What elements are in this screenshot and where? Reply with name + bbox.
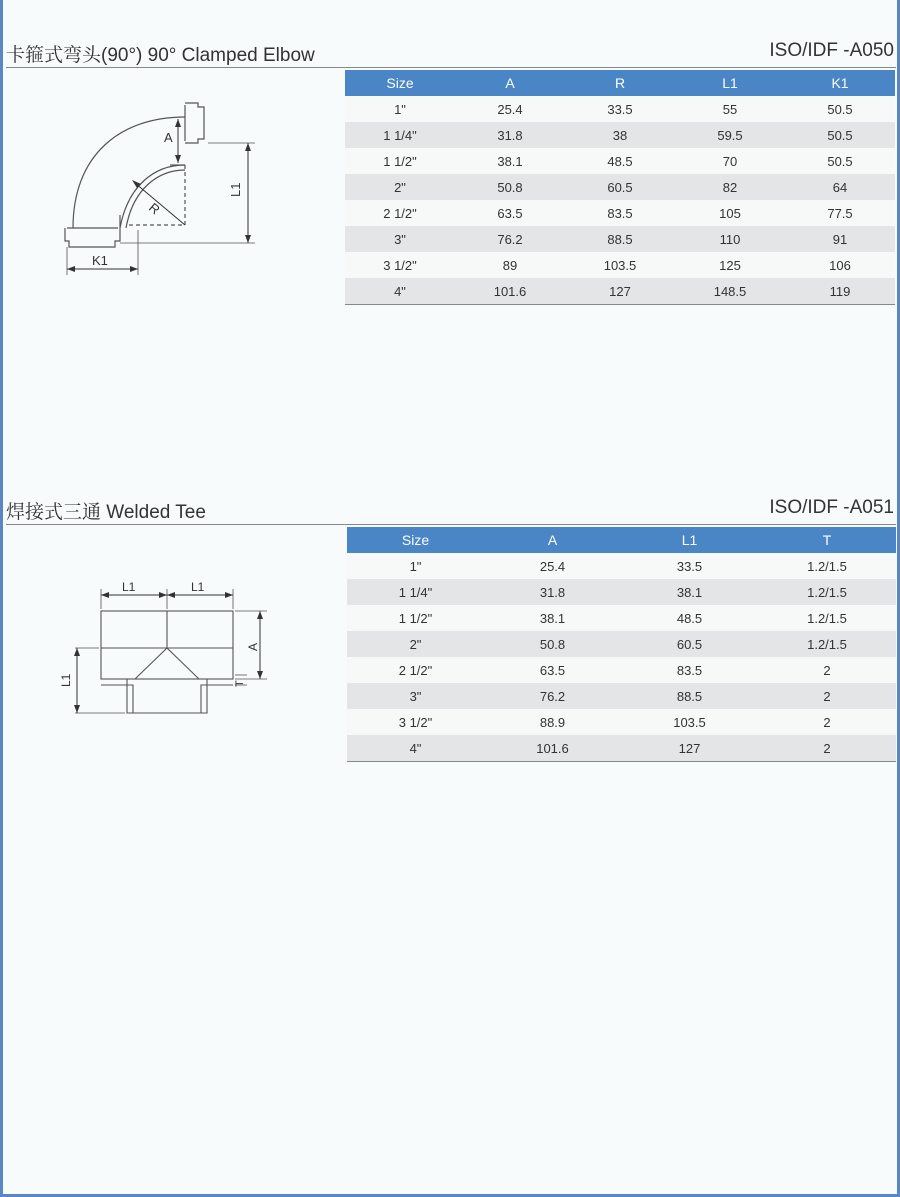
cell: 88.5: [565, 226, 675, 252]
cell: 38.1: [484, 605, 621, 631]
section-title: 焊接式三通 Welded Tee: [6, 502, 206, 523]
cell: 101.6: [484, 735, 621, 762]
cell: 70: [675, 148, 785, 174]
cell: 48.5: [621, 605, 758, 631]
table-row: [345, 200, 895, 226]
table-row: [347, 631, 896, 657]
col-header-size: Size: [345, 70, 455, 96]
table-row: [347, 657, 896, 683]
cell: 3 1/2": [347, 709, 484, 735]
cell: 2": [345, 174, 455, 200]
cell: 38: [565, 122, 675, 148]
cell: 2 1/2": [345, 200, 455, 226]
cell: 2: [758, 709, 896, 735]
table-row: [347, 579, 896, 605]
col-header-a: A: [484, 527, 621, 553]
table-row: [347, 683, 896, 709]
cell: 25.4: [484, 553, 621, 579]
a-label: A: [164, 130, 173, 145]
cell: 50.5: [785, 148, 895, 174]
cell: 50.5: [785, 122, 895, 148]
cell: 33.5: [565, 96, 675, 122]
cell: 88.9: [484, 709, 621, 735]
table-row: [347, 709, 896, 735]
cell: 82: [675, 174, 785, 200]
cell: 38.1: [621, 579, 758, 605]
l1-label: L1: [228, 182, 243, 197]
table-header-row: [345, 70, 895, 96]
cell: 106: [785, 252, 895, 278]
cell: 31.8: [484, 579, 621, 605]
cell: 2: [758, 735, 896, 762]
cell: 103.5: [565, 252, 675, 278]
cell: 50.8: [455, 174, 565, 200]
t-label: T: [234, 680, 246, 687]
col-header-size: Size: [347, 527, 484, 553]
cell: 2: [758, 683, 896, 709]
cell: 63.5: [484, 657, 621, 683]
cell: 4": [345, 278, 455, 305]
cell: 2 1/2": [347, 657, 484, 683]
cell: 1.2/1.5: [758, 579, 896, 605]
title-divider: [6, 524, 896, 525]
cell: 1 1/2": [345, 148, 455, 174]
cell: 2": [347, 631, 484, 657]
cell: 1": [347, 553, 484, 579]
r-label: R: [146, 199, 163, 218]
cell: 60.5: [565, 174, 675, 200]
cell: 1.2/1.5: [758, 631, 896, 657]
cell: 2: [758, 657, 896, 683]
cell: 1 1/2": [347, 605, 484, 631]
cell: 33.5: [621, 553, 758, 579]
cell: 88.5: [621, 683, 758, 709]
section-title: 卡箍式弯头(90°) 90° Clamped Elbow: [6, 45, 315, 66]
table-row: [347, 553, 896, 579]
table-row: [345, 252, 895, 278]
table-row: [345, 148, 895, 174]
cell: 63.5: [455, 200, 565, 226]
cell: 148.5: [675, 278, 785, 305]
l1-right-label: L1: [191, 580, 205, 594]
tee-diagram: [55, 575, 275, 725]
cell: 3 1/2": [345, 252, 455, 278]
cell: 31.8: [455, 122, 565, 148]
elbow-diagram: [40, 85, 340, 305]
cell: 50.8: [484, 631, 621, 657]
cell: 3": [345, 226, 455, 252]
cell: 50.5: [785, 96, 895, 122]
cell: 83.5: [621, 657, 758, 683]
standard-code: ISO/IDF -A051: [769, 497, 894, 518]
cell: 103.5: [621, 709, 758, 735]
cell: 1 1/4": [347, 579, 484, 605]
cell: 105: [675, 200, 785, 226]
elbow-spec-table: [345, 70, 895, 305]
l1-left-label: L1: [122, 580, 136, 594]
cell: 83.5: [565, 200, 675, 226]
table-row: [345, 174, 895, 200]
cell: 125: [675, 252, 785, 278]
col-header-r: R: [565, 70, 675, 96]
cell: 38.1: [455, 148, 565, 174]
cell: 101.6: [455, 278, 565, 305]
table-row: [347, 605, 896, 631]
cell: 1.2/1.5: [758, 553, 896, 579]
cell: 1": [345, 96, 455, 122]
cell: 55: [675, 96, 785, 122]
col-header-a: A: [455, 70, 565, 96]
col-header-l1: L1: [621, 527, 758, 553]
cell: 76.2: [455, 226, 565, 252]
cell: 89: [455, 252, 565, 278]
table-row: [345, 226, 895, 252]
table-row: [345, 96, 895, 122]
cell: 4": [347, 735, 484, 762]
cell: 77.5: [785, 200, 895, 226]
cell: 48.5: [565, 148, 675, 174]
table-row: [345, 122, 895, 148]
cell: 127: [565, 278, 675, 305]
cell: 119: [785, 278, 895, 305]
col-header-k1: K1: [785, 70, 895, 96]
standard-code: ISO/IDF -A050: [769, 40, 894, 61]
cell: 59.5: [675, 122, 785, 148]
col-header-t: T: [758, 527, 896, 553]
table-row: [345, 278, 895, 305]
cell: 1.2/1.5: [758, 605, 896, 631]
cell: 127: [621, 735, 758, 762]
title-divider: [6, 67, 896, 68]
cell: 60.5: [621, 631, 758, 657]
col-header-l1: L1: [675, 70, 785, 96]
cell: 1 1/4": [345, 122, 455, 148]
cell: 64: [785, 174, 895, 200]
table-header-row: [347, 527, 896, 553]
cell: 110: [675, 226, 785, 252]
tee-spec-table: [347, 527, 896, 762]
a-label: A: [246, 642, 260, 651]
l1-side-label: L1: [59, 673, 73, 687]
cell: 3": [347, 683, 484, 709]
table-row: [347, 735, 896, 762]
cell: 25.4: [455, 96, 565, 122]
cell: 91: [785, 226, 895, 252]
k1-label: K1: [92, 253, 108, 268]
cell: 76.2: [484, 683, 621, 709]
